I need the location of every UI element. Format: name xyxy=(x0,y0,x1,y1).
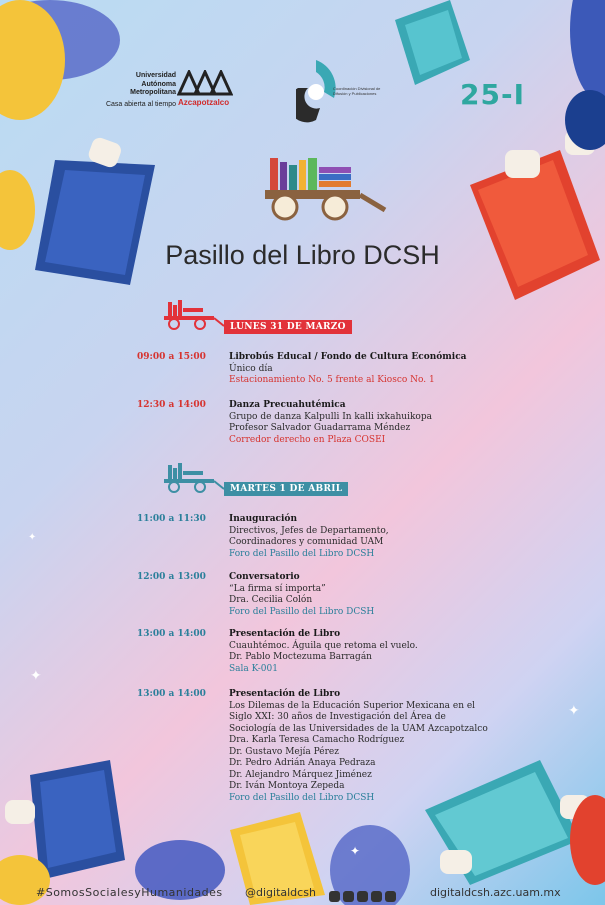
x-icon[interactable] xyxy=(371,891,382,902)
university-line: Autónoma xyxy=(141,80,176,88)
event-location: Foro del Pasillo del Libro DCSH xyxy=(229,606,375,617)
teal-book-top-icon xyxy=(395,0,470,85)
event-line: Dr. Gustavo Mejía Pérez xyxy=(229,746,339,757)
coordination-name: Coordinación Divisional de Difusión y Publicaciones xyxy=(333,86,381,96)
event-line: Profesor Salvador Guadarrama Méndez xyxy=(229,423,411,433)
event-location: Foro del Pasillo del Libro DCSH xyxy=(229,548,375,559)
event-body xyxy=(229,400,559,446)
sparkle-icon: ✦ xyxy=(568,703,580,719)
uam-logo-icon xyxy=(177,70,233,96)
event-title: Presentación de Libro xyxy=(229,689,341,699)
university-line: Universidad xyxy=(135,72,176,79)
event-line: Grupo de danza Kalpulli In kalli ixkahuikopa xyxy=(229,411,432,422)
university-name xyxy=(88,72,176,109)
event-time: 12:00 a 13:00 xyxy=(137,572,206,582)
event-line: Cuauhtémoc. Águila que retoma el vuelo. xyxy=(229,640,418,651)
footer-handle: @digitaldcsh xyxy=(245,886,316,899)
event-line: Sociología de las Universidades de la UAM Azcapotzalco xyxy=(229,723,488,734)
red-book-right-icon xyxy=(470,130,600,300)
instagram-icon[interactable] xyxy=(343,891,354,902)
event-line: Dr. Iván Montoya Zepeda xyxy=(229,781,345,791)
event-location: Corredor derecho en Plaza COSEI xyxy=(229,434,386,445)
event-line: “La firma sí importa” xyxy=(229,583,326,594)
coordination-logo-icon xyxy=(296,58,336,124)
event-location: Sala K-001 xyxy=(229,663,278,674)
event-title: Librobús Educal / Fondo de Cultura Económica xyxy=(229,352,467,362)
sparkle-icon: ✦ xyxy=(28,532,37,543)
sparkle-icon: ✦ xyxy=(30,668,42,684)
event-title: Presentación de Libro xyxy=(229,629,341,639)
event-line: Único día xyxy=(229,363,273,374)
yellow-arm-shape xyxy=(0,170,35,250)
day-banner-monday: LUNES 31 DE MARZO xyxy=(224,320,352,334)
event-line: Siglo XXI: 30 años de Investigación del Área de xyxy=(229,712,446,722)
university-line: Metropolitana xyxy=(130,89,176,96)
event-time: 12:30 a 14:00 xyxy=(137,400,206,410)
social-icons xyxy=(329,886,399,905)
event-line: Los Dilemas de la Educación Superior Mexicana en el xyxy=(229,700,476,711)
event-line: Coordinadores y comunidad UAM xyxy=(229,537,384,547)
event-line: Dr. Alejandro Márquez Jiménez xyxy=(229,769,372,780)
book-cart-icon xyxy=(265,158,385,219)
university-tagline: Casa abierta al tiempo xyxy=(105,100,176,108)
campus-name: Azcapotzalco xyxy=(178,98,230,107)
event-body xyxy=(229,352,559,387)
event-body xyxy=(229,689,559,804)
event-body xyxy=(229,572,559,618)
event-line: Dra. Karla Teresa Camacho Rodríguez xyxy=(229,735,405,745)
footer-website[interactable]: digitaldcsh.azc.uam.mx xyxy=(430,886,561,899)
event-location: Estacionamiento No. 5 frente al Kiosco No. 1 xyxy=(229,375,435,385)
event-line: Dr. Pedro Adrián Anaya Pedraza xyxy=(229,758,376,768)
small-cart-teal-icon xyxy=(164,463,224,492)
event-time: 09:00 a 15:00 xyxy=(137,352,206,362)
event-location: Foro del Pasillo del Libro DCSH xyxy=(229,792,375,803)
tiktok-icon[interactable] xyxy=(357,891,368,902)
event-time: 13:00 a 14:00 xyxy=(137,689,206,699)
youtube-icon[interactable] xyxy=(385,891,396,902)
event-time: 13:00 a 14:00 xyxy=(137,629,206,639)
event-title: Conversatorio xyxy=(229,572,300,582)
page-title: Pasillo del Libro DCSH xyxy=(165,240,440,270)
term-label: 25-I xyxy=(460,78,526,111)
event-time: 11:00 a 11:30 xyxy=(137,514,206,524)
facebook-icon[interactable] xyxy=(329,891,340,902)
event-body xyxy=(229,514,559,560)
day-banner-tuesday: MARTES 1 DE ABRIL xyxy=(224,482,348,496)
event-body xyxy=(229,629,559,675)
event-line: Dr. Pablo Moctezuma Barragán xyxy=(229,652,372,662)
event-line: Directivos, Jefes de Departamento, xyxy=(229,525,389,536)
leaf-right-shape xyxy=(570,0,605,100)
sparkle-icon: ✦ xyxy=(350,844,361,858)
event-title: Inauguración xyxy=(229,514,297,524)
small-cart-red-icon xyxy=(164,300,224,329)
event-line: Dra. Cecilia Colón xyxy=(229,595,313,605)
footer-hashtag: #SomosSocialesyHumanidades xyxy=(36,886,223,899)
event-title: Danza Precuahutémica xyxy=(229,400,346,410)
